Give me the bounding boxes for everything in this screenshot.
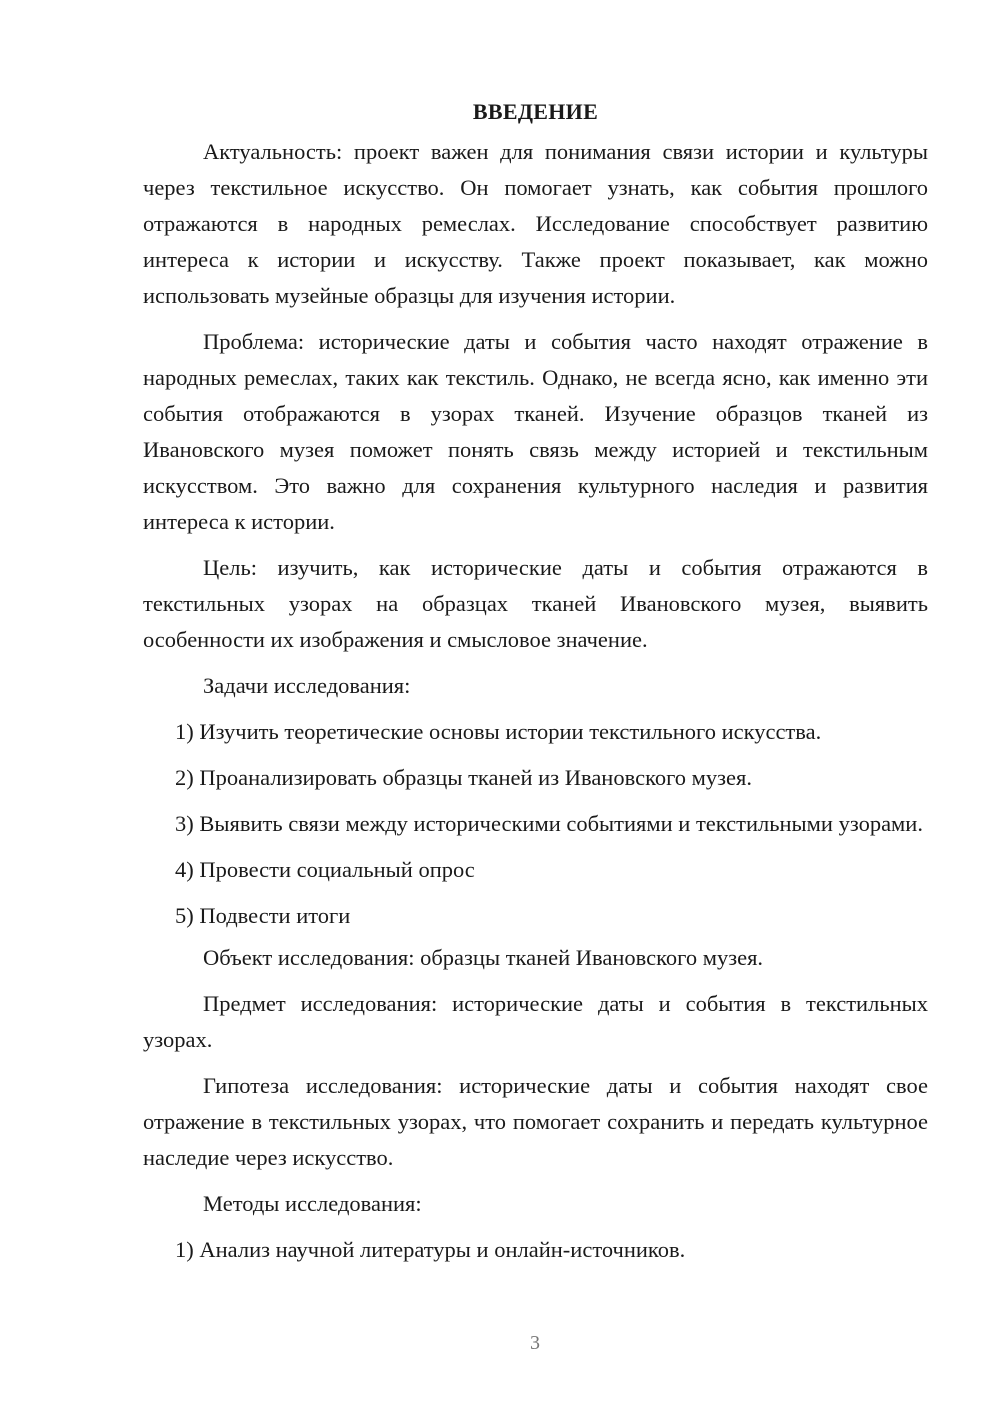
goal-paragraph: Цель: изучить, как исторические даты и события отражаются в текстильных узорах на образцах тканей Ивановского музея, выявить особенности их изображения и смысловое значение. bbox=[143, 555, 928, 652]
tasks-heading: Задачи исследования: bbox=[203, 673, 411, 698]
object-paragraph: Объект исследования: образцы тканей Ивановского музея. bbox=[203, 945, 764, 970]
page-number: 3 bbox=[530, 1332, 540, 1354]
task-item-3: 3) Выявить связи между историческими событиями и текстильными узорами. bbox=[175, 811, 923, 836]
task-item-2: 2) Проанализировать образцы тканей из Ивановского музея. bbox=[175, 765, 752, 790]
methods-heading: Методы исследования: bbox=[203, 1191, 422, 1216]
task-item-1: 1) Изучить теоретические основы истории текстильного искусства. bbox=[175, 719, 822, 744]
subject-paragraph: Предмет исследования: исторические даты и события в текстильных узорах. bbox=[143, 991, 928, 1052]
task-item-4: 4) Провести социальный опрос bbox=[175, 857, 475, 882]
relevance-paragraph: Актуальность: проект важен для понимания связи истории и культуры через текстильное искусство. Он помогает узнать, как события прошлого отражаются в народных ремеслах. Исследование способствует развитию интереса к истории и искусству. Также проект показывает, как можно использовать музейные образцы для изучения истории. bbox=[143, 139, 928, 308]
task-item-5: 5) Подвести итоги bbox=[175, 903, 351, 928]
page-content bbox=[143, 94, 928, 1278]
problem-paragraph: Проблема: исторические даты и события часто находят отражение в народных ремеслах, таких как текстиль. Однако, не всегда ясно, как именно эти события отображаются в узорах тканей. Изучение образцов тканей из Ивановского музея поможет понять связь между историей и текстильным искусством. Это важно для сохранения культурного наследия и развития интереса к истории. bbox=[143, 329, 928, 534]
method-item-1: 1) Анализ научной литературы и онлайн-источников. bbox=[175, 1237, 686, 1262]
page-title: ВВЕДЕНИЕ bbox=[472, 99, 599, 124]
hypothesis-paragraph: Гипотеза исследования: исторические даты и события находят свое отражение в текстильных узорах, что помогает сохранить и передать культурное наследие через искусство. bbox=[143, 1073, 928, 1170]
